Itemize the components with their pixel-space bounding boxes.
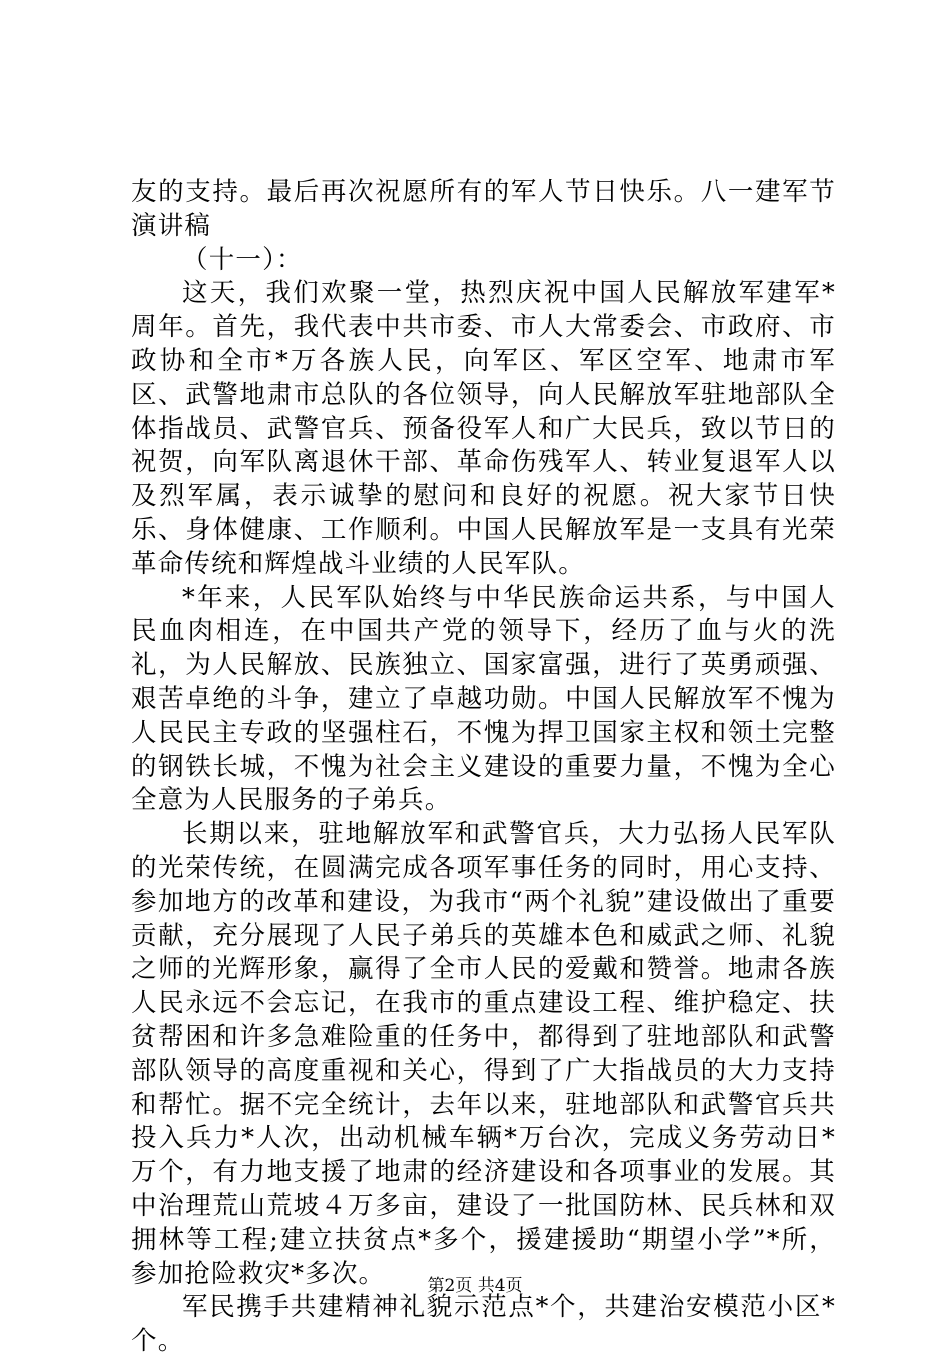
- paragraph-6: 军民携手共建精神礼貌示范点*个，共建治安模范小区*个。: [131, 1292, 836, 1357]
- page-number-label: 第2页 共4页: [427, 1276, 523, 1296]
- paragraph-3: 这天，我们欢聚一堂，热烈庆祝中国人民解放军建军*周年。首先，我代表中共市委、市人大常委会、市政府、市政协和全市*万各族人民，向军区、军区空军、地肃市军区、武警地肃市总队的各位领导，向人民解放军驻地部队全体指战员、武警官兵、预备役军人和广大民兵，致以节日的祝贺，向军队离退休干部、革命伤残军人、转业复退军人以及烈军属，表示诚挚的慰问和良好的祝愿。祝大家节日快乐、身体健康、工作顺利。中国人民解放军是一支具有光荣革命传统和辉煌战斗业绩的人民军队。: [131, 278, 836, 579]
- document-body: [131, 176, 836, 1359]
- paragraph-1: 友的支持。最后再次祝愿所有的军人节日快乐。八一建军节演讲稿: [131, 177, 836, 241]
- paragraph-4: *年来，人民军队始终与中华民族命运共系，与中国人民血肉相连，在中国共产党的领导下，经历了血与火的洗礼，为人民解放、民族独立、国家富强，进行了英勇顽强、艰苦卓绝的斗争，建立了卓越功勋。中国人民解放军不愧为人民民主专政的坚强柱石，不愧为捍卫国家主权和领土完整的钢铁长城，不愧为社会主义建设的重要力量，不愧为全心全意为人民服务的子弟兵。: [131, 582, 836, 816]
- paragraph-5: 长期以来，驻地解放军和武警官兵，大力弘扬人民军队的光荣传统，在圆满完成各项军事任务的同时，用心支持、参加地方的改革和建设，为我市“两个礼貌”建设做出了重要贡献，充分展现了人民子弟兵的英雄本色和威武之师、礼貌之师的光辉形象，赢得了全市人民的爱戴和赞誉。地肃各族人民永远不会忘记，在我市的重点建设工程、维护稳定、扶贫帮困和许多急难险重的任务中，都得到了驻地部队和武警部队领导的高度重视和关心，得到了广大指战员的大力支持和帮忙。据不完全统计，去年以来，驻地部队和武警官兵共投入兵力*人次，出动机械车辆*万台次，完成义务劳动日*万个，有力地支援了地肃的经济建设和各项事业的发展。其中治理荒山荒坡４万多亩，建设了一批国防林、民兵林和双拥林等工程;建立扶贫点*多个，援建援助“期望小学”*所，参加抢险救灾*多次。: [131, 819, 836, 1289]
- page-footer: [0, 1275, 950, 1297]
- paragraph-2: （十一）：: [182, 244, 303, 275]
